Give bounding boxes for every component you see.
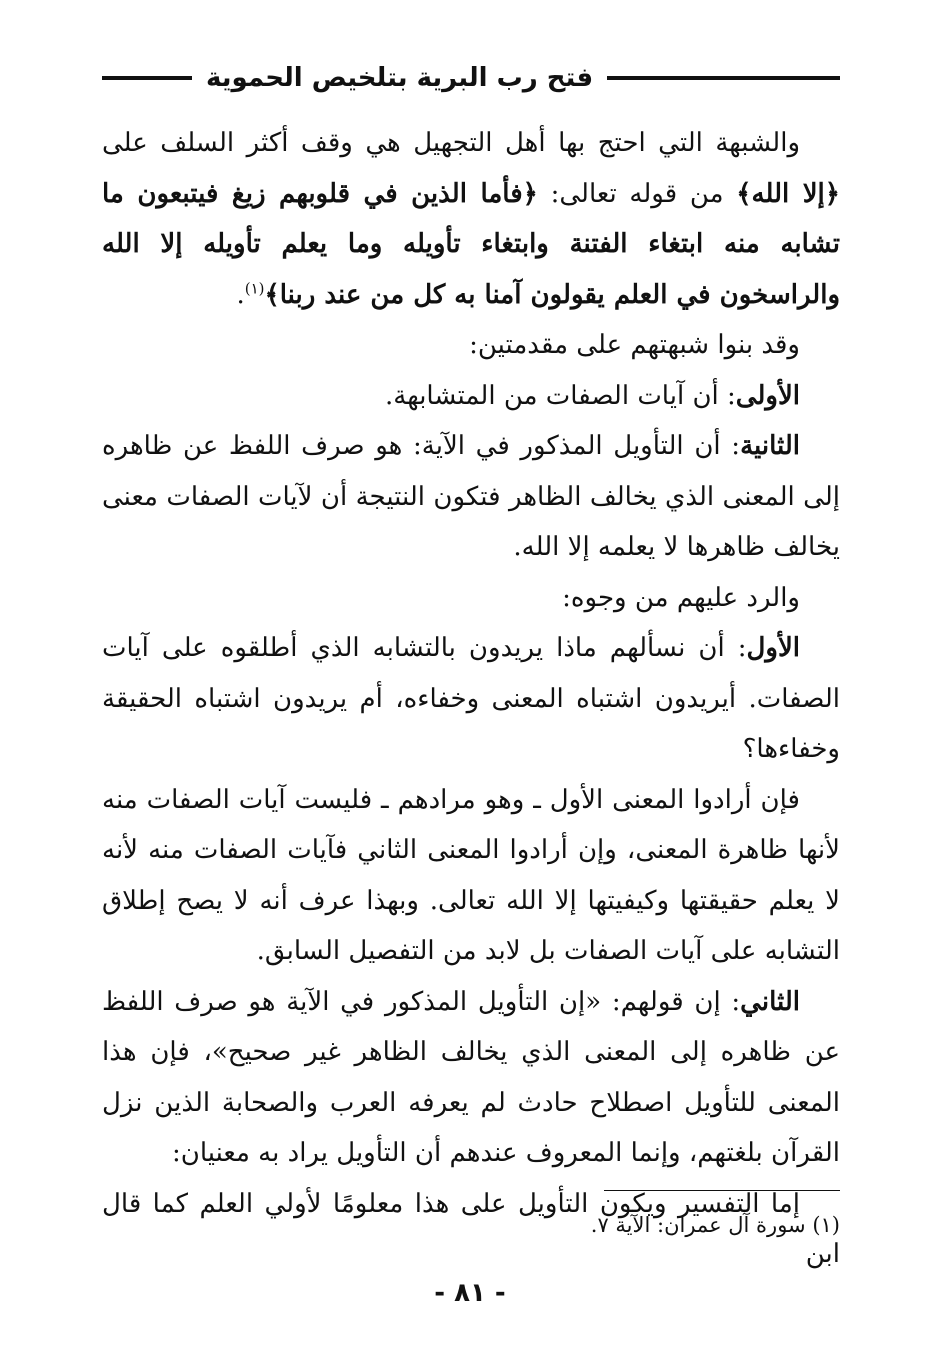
paragraph-6 bbox=[102, 623, 840, 775]
footnote-1 bbox=[102, 1210, 840, 1240]
footnote-text: سورة آل عمران: الآية ٧. bbox=[590, 1213, 813, 1237]
footnote-ref[interactable]: (١) bbox=[244, 278, 265, 297]
p1-quran-verse: ﴿فأما الذين في قلوبهم زيغ فيتبعون ما تشابه منه ابتغاء الفتنة وابتغاء تأويله وما يعلم تأويله إلا الله والراسخون في العلم يقولون آمنا به كل من عند ربنا﴾ bbox=[102, 178, 840, 310]
running-header bbox=[102, 58, 840, 98]
header-title: فتح رب البرية بتلخيص الحموية bbox=[206, 63, 594, 93]
paragraph-3 bbox=[102, 371, 840, 422]
p8-label: الثاني bbox=[740, 986, 800, 1017]
p4-label: الثانية bbox=[740, 431, 800, 461]
p1-quran-phrase: ﴿إلا الله﴾ bbox=[736, 178, 841, 209]
page-number: - ٨١ - bbox=[434, 1278, 506, 1308]
p1-intro: من قوله تعالى: bbox=[537, 178, 737, 209]
p6-text: : أن نسألهم ماذا يريدون بالتشابه الذي أطلقوه على آيات الصفات. أيريدون اشتباه المعنى وخفاءه، أم يريدون اشتباه الحقيقة وخفاءها؟ bbox=[102, 633, 840, 764]
p3-label: الأولى bbox=[735, 380, 800, 411]
footnote-marker: (١) bbox=[812, 1213, 840, 1237]
paragraph-2: وقد بنوا شبهتهم على مقدمتين: bbox=[469, 330, 800, 360]
paragraph-5: والرد عليهم من وجوه: bbox=[562, 582, 800, 613]
p3-text: : أن آيات الصفات من المتشابهة. bbox=[385, 380, 736, 411]
paragraph-4 bbox=[102, 421, 840, 573]
paragraph-7: فإن أرادوا المعنى الأول ـ وهو مرادهم ـ فليست آيات الصفات منه لأنها ظاهرة المعنى، وإن أرادوا المعنى الثاني فآيات الصفات منه لأنه لا يعلم حقيقتها وكيفيتها إلا الله تعالى. وبهذا عرف أنه لا يصح إطلاق التشابه على آيات الصفات بل لابد من التفصيل السابق. bbox=[102, 784, 840, 966]
paragraph-9: إما التفسير ويكون التأويل على هذا معلومًا لأولي العلم كما قال ابن bbox=[102, 1188, 840, 1269]
paragraph-1 bbox=[102, 118, 840, 320]
main-text bbox=[102, 118, 840, 1280]
p8-text: : إن قولهم: «إن التأويل المذكور في الآية هو صرف اللفظ عن ظاهره إلى المعنى الذي يخالف الظاهر غير صحيح»، فإن هذا المعنى للتأويل اصطلاح حادث لم يعرفه العرب والصحابة الذين نزل القرآن بلغتهم، وإنما المعروف عندهم أن التأويل يراد به معنيان: bbox=[102, 986, 840, 1168]
p1-text: والشبهة التي احتج بها أهل التجهيل هي وقف أكثر السلف على bbox=[102, 128, 801, 158]
p6-label: الأول bbox=[746, 633, 800, 663]
header-rule-left bbox=[102, 76, 192, 80]
paragraph-8 bbox=[102, 977, 840, 1179]
p4-text: : أن التأويل المذكور في الآية: هو صرف اللفظ عن ظاهره إلى المعنى الذي يخالف الظاهر فتكون النتيجة أن لآيات الصفات معنى يخالف ظاهرها لا يعلمه إلا الله. bbox=[102, 431, 840, 562]
header-rule-right bbox=[607, 76, 840, 80]
footnote-divider bbox=[604, 1190, 840, 1191]
p1-end: . bbox=[236, 279, 245, 310]
